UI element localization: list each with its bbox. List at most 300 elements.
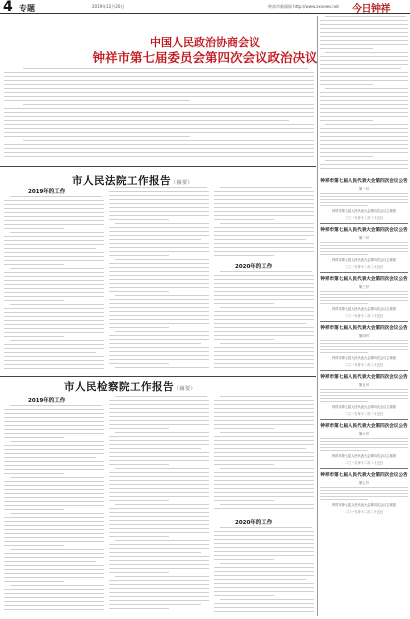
text-line <box>320 392 408 393</box>
proc-col-3a <box>214 396 314 514</box>
text-line <box>214 315 314 316</box>
text-line <box>109 536 169 537</box>
text-line <box>320 401 368 402</box>
text-line <box>4 112 314 113</box>
text-line <box>4 413 104 414</box>
text-line <box>4 156 314 157</box>
text-line <box>325 16 406 17</box>
text-line <box>109 496 209 497</box>
announcement <box>320 325 408 371</box>
text-line <box>214 436 314 437</box>
text-line <box>4 465 104 466</box>
text-line <box>214 215 314 216</box>
text-line <box>109 520 209 521</box>
text-line <box>320 128 408 129</box>
text-line <box>214 456 314 457</box>
site-url: 钟祥市新闻网 http://www.zxnews.net <box>268 4 339 9</box>
text-line <box>109 239 201 240</box>
text-line <box>4 128 314 129</box>
text-line <box>109 355 209 356</box>
text-line <box>109 339 209 340</box>
text-line <box>320 92 408 93</box>
text-line <box>109 203 209 204</box>
text-line <box>109 251 209 252</box>
text-line <box>214 543 314 544</box>
text-line <box>4 597 104 598</box>
text-line <box>115 576 209 577</box>
text-line <box>4 533 104 534</box>
text-line <box>4 272 104 273</box>
text-line <box>214 611 314 612</box>
text-line <box>220 468 314 469</box>
text-line <box>4 605 104 606</box>
text-line <box>109 424 209 425</box>
text-line <box>4 228 64 229</box>
text-line <box>320 80 408 81</box>
announcement-title: 钟祥市第七届人民代表大会第四次会议公告 <box>320 473 408 478</box>
text-line <box>4 212 104 213</box>
text-line <box>214 571 314 572</box>
announcement-title: 钟祥市第七届人民代表大会第四次会议公告 <box>320 375 408 380</box>
text-line <box>4 561 96 562</box>
text-line <box>320 493 408 494</box>
court-col-3b <box>214 271 314 372</box>
text-line <box>4 84 314 85</box>
divider <box>320 370 408 371</box>
text-line <box>4 148 314 149</box>
text-line <box>214 247 314 248</box>
text-line <box>109 584 209 585</box>
text-line <box>214 428 274 429</box>
text-line <box>320 389 408 390</box>
text-line <box>320 438 408 439</box>
text-line <box>109 303 209 304</box>
text-line <box>23 104 314 105</box>
text-line <box>109 472 209 473</box>
divider <box>320 468 408 469</box>
announcement-number: 第七号 <box>358 481 370 485</box>
text-line <box>109 580 209 581</box>
text-line <box>109 600 209 601</box>
text-line <box>4 509 64 510</box>
text-line <box>320 398 408 399</box>
text-line <box>214 476 314 477</box>
text-line <box>4 505 104 506</box>
text-line <box>115 396 207 397</box>
text-line <box>4 485 104 486</box>
text-line <box>10 585 104 586</box>
text-line <box>109 243 209 244</box>
main-title-line1: 中国人民政治协商会议 <box>150 36 260 49</box>
text-line <box>214 211 314 212</box>
text-line <box>23 140 314 141</box>
text-line <box>320 245 408 246</box>
text-line <box>109 452 209 453</box>
text-line <box>109 464 169 465</box>
text-line <box>214 351 314 352</box>
text-line <box>4 493 104 494</box>
text-line <box>320 349 408 350</box>
text-line <box>10 304 104 305</box>
text-line <box>4 324 104 325</box>
text-line <box>4 288 104 289</box>
text-line <box>220 343 314 344</box>
text-line <box>109 199 209 200</box>
text-line <box>115 295 209 296</box>
text-line <box>115 504 209 505</box>
text-line <box>115 223 209 224</box>
text-line <box>4 72 314 73</box>
text-line <box>109 404 209 405</box>
text-line <box>109 191 209 192</box>
text-line <box>109 488 209 489</box>
text-line <box>109 351 209 352</box>
text-line <box>214 199 314 200</box>
text-line <box>320 352 368 353</box>
newspaper-logo: 今日钟祥 <box>352 4 390 15</box>
procuratorate-section-2019: 2019年的工作 <box>28 398 66 404</box>
text-line <box>109 227 209 228</box>
text-line <box>214 547 314 548</box>
text-line <box>4 120 289 121</box>
announcement <box>320 374 408 420</box>
text-line <box>214 583 314 584</box>
page-number: 4 <box>3 0 13 15</box>
page-header <box>0 0 410 14</box>
text-line <box>4 541 104 542</box>
text-line <box>4 360 104 361</box>
announcement-date: 二〇一九年十二月二十五日 <box>344 412 384 416</box>
text-line <box>4 437 64 438</box>
text-line <box>4 457 96 458</box>
announcement <box>320 472 408 514</box>
text-line <box>4 132 314 133</box>
text-line <box>109 604 201 605</box>
text-line <box>320 300 408 301</box>
text-line <box>4 433 104 434</box>
text-line <box>214 355 314 356</box>
text-line <box>4 220 104 221</box>
text-line <box>4 92 314 93</box>
text-line <box>4 501 104 502</box>
text-line <box>4 453 104 454</box>
text-line <box>109 283 209 284</box>
proc-col-2 <box>109 396 209 615</box>
text-line <box>4 336 64 337</box>
text-line <box>4 300 64 301</box>
text-line <box>109 528 209 529</box>
text-line <box>109 456 209 457</box>
text-line <box>109 323 209 324</box>
text-line <box>214 444 314 445</box>
announcement-date: 二〇一九年十二月二十五日 <box>344 461 384 465</box>
text-line <box>4 76 314 77</box>
text-line <box>109 287 209 288</box>
text-line <box>320 294 408 295</box>
text-line <box>115 432 209 433</box>
text-line <box>109 327 169 328</box>
announcement-issuer: 钟祥市第七届人民代表大会第四次会议主席团 <box>332 307 396 311</box>
text-line <box>320 441 408 442</box>
divider <box>320 419 408 420</box>
divider <box>0 376 316 377</box>
text-line <box>214 424 314 425</box>
text-line <box>109 335 209 336</box>
text-line <box>220 223 314 224</box>
text-line <box>320 68 401 69</box>
text-line <box>109 500 169 501</box>
announcement <box>320 423 408 469</box>
text-line <box>109 596 209 597</box>
text-line <box>320 96 408 97</box>
text-line <box>115 367 209 368</box>
text-line <box>320 152 408 153</box>
text-line <box>214 335 314 336</box>
text-line <box>4 320 104 321</box>
text-line <box>214 319 314 320</box>
text-line <box>115 331 209 332</box>
text-line <box>325 88 408 89</box>
text-line <box>4 216 104 217</box>
text-line <box>4 521 104 522</box>
resolution-text <box>4 68 314 160</box>
text-line <box>109 512 209 513</box>
text-line <box>4 581 64 582</box>
text-line <box>4 461 104 462</box>
text-line <box>214 567 314 568</box>
text-line <box>214 275 314 276</box>
text-line <box>214 231 314 232</box>
text-line <box>109 524 209 525</box>
announcement-title: 钟祥市第七届人民代表大会第四次会议公告 <box>320 179 408 184</box>
text-line <box>4 368 104 369</box>
text-line <box>320 499 368 500</box>
text-line <box>214 283 314 284</box>
text-line <box>220 527 312 528</box>
text-line <box>214 295 314 296</box>
text-line <box>320 496 408 497</box>
divider <box>320 321 408 322</box>
text-line <box>109 476 209 477</box>
text-line <box>109 448 201 449</box>
text-line <box>4 144 314 145</box>
text-line <box>214 347 314 348</box>
text-line <box>214 508 314 509</box>
text-line <box>214 603 314 604</box>
text-line <box>109 560 209 561</box>
text-line <box>109 552 201 553</box>
text-line <box>4 292 104 293</box>
procuratorate-report-title: 市人民检察院工作报告（摘要） <box>64 381 197 393</box>
text-line <box>320 56 408 57</box>
text-line <box>320 346 408 347</box>
text-line <box>4 296 104 297</box>
text-line <box>214 219 274 220</box>
court-report-title: 市人民法院工作报告（摘要） <box>72 175 194 187</box>
text-line <box>109 299 209 300</box>
text-line <box>109 291 169 292</box>
text-line <box>320 343 408 344</box>
text-line <box>4 553 104 554</box>
text-line <box>4 589 104 590</box>
text-line <box>109 231 209 232</box>
text-line <box>220 307 314 308</box>
text-line <box>109 263 209 264</box>
text-line <box>214 492 314 493</box>
text-line <box>320 490 408 491</box>
text-line <box>320 144 408 145</box>
announcement-number: 第四号 <box>358 334 370 338</box>
text-line <box>320 60 408 61</box>
text-line <box>214 327 314 328</box>
text-line <box>4 525 104 526</box>
text-line <box>320 104 408 105</box>
text-line <box>214 408 314 409</box>
announcements-list <box>320 178 408 517</box>
text-line <box>109 544 209 545</box>
text-line <box>320 132 408 133</box>
text-line <box>214 367 314 368</box>
text-line <box>214 472 314 473</box>
text-line <box>320 120 373 121</box>
text-line <box>214 323 306 324</box>
text-line <box>320 24 408 25</box>
column-divider <box>317 16 318 616</box>
text-line <box>214 287 314 288</box>
divider <box>0 166 316 167</box>
text-line <box>4 429 104 430</box>
text-line <box>109 315 209 316</box>
text-line <box>109 359 209 360</box>
section-label: 专题 <box>19 4 35 13</box>
text-line <box>214 243 314 244</box>
text-line <box>214 235 314 236</box>
text-line <box>4 352 96 353</box>
text-line <box>4 308 104 309</box>
text-line <box>4 348 104 349</box>
divider <box>320 223 408 224</box>
text-line <box>214 227 314 228</box>
text-line <box>320 395 408 396</box>
text-line <box>4 200 104 201</box>
announcement-issuer: 钟祥市第七届人民代表大会第四次会议主席团 <box>332 258 396 262</box>
text-line <box>320 76 408 77</box>
text-line <box>320 20 408 21</box>
text-line <box>10 196 102 197</box>
text-line <box>4 409 104 410</box>
text-line <box>214 559 274 560</box>
text-line <box>4 328 104 329</box>
text-line <box>10 513 104 514</box>
text-line <box>214 279 314 280</box>
text-line <box>214 464 274 465</box>
text-line <box>109 319 209 320</box>
text-line <box>214 299 314 300</box>
text-line <box>109 211 209 212</box>
text-line <box>4 240 104 241</box>
announcement-issuer: 钟祥市第七届人民代表大会第四次会议主席团 <box>332 209 396 213</box>
text-line <box>109 255 169 256</box>
text-line <box>109 195 209 196</box>
announcement <box>320 276 408 322</box>
text-line <box>214 416 314 417</box>
text-line <box>214 539 314 540</box>
text-line <box>109 568 209 569</box>
text-line <box>214 191 314 192</box>
text-line <box>214 500 274 501</box>
text-line <box>10 232 104 233</box>
text-line <box>214 195 314 196</box>
text-line <box>4 473 64 474</box>
text-line <box>109 420 209 421</box>
text-line <box>214 587 314 588</box>
text-line <box>4 256 104 257</box>
text-line <box>4 208 104 209</box>
text-line <box>4 445 104 446</box>
text-line <box>109 347 209 348</box>
text-line <box>109 492 209 493</box>
text-line <box>220 396 312 397</box>
text-line <box>109 343 201 344</box>
text-line <box>10 340 104 341</box>
issue-date: 2019年12月26日 <box>92 4 125 9</box>
text-line <box>115 540 209 541</box>
text-line <box>109 564 209 565</box>
text-line <box>4 264 64 265</box>
text-line <box>214 460 314 461</box>
text-line <box>109 516 209 517</box>
text-line <box>4 356 104 357</box>
text-line <box>109 271 209 272</box>
text-line <box>214 339 274 340</box>
text-line <box>4 332 104 333</box>
text-line <box>320 64 408 65</box>
text-line <box>220 563 314 564</box>
text-line <box>4 481 104 482</box>
main-title-line2: 钟祥市第七届委员会第四次会议政治决议 <box>92 50 318 65</box>
text-line <box>320 205 368 206</box>
text-line <box>109 400 209 401</box>
text-line <box>325 160 408 161</box>
text-line <box>109 592 209 593</box>
proc-col-1 <box>4 405 104 615</box>
right-col-text <box>320 16 408 174</box>
text-line <box>220 599 314 600</box>
text-line <box>109 307 209 308</box>
text-line <box>214 480 314 481</box>
text-line <box>214 303 274 304</box>
text-line <box>4 569 104 570</box>
text-line <box>109 484 209 485</box>
text-line <box>320 84 373 85</box>
text-line <box>214 420 314 421</box>
text-line <box>109 548 209 549</box>
text-line <box>214 239 306 240</box>
text-line <box>214 400 314 401</box>
text-line <box>109 311 209 312</box>
text-line <box>109 572 169 573</box>
announcement-date: 二〇一九年十二月二十五日 <box>344 216 384 220</box>
announcement-number: 第五号 <box>358 383 370 387</box>
text-line <box>4 577 104 578</box>
text-line <box>214 311 314 312</box>
text-line <box>320 199 408 200</box>
announcement-date: 二〇一九年十二月二十五日 <box>344 510 384 514</box>
text-line <box>4 100 190 101</box>
text-line <box>320 303 368 304</box>
text-line <box>4 124 314 125</box>
text-line <box>320 32 408 33</box>
